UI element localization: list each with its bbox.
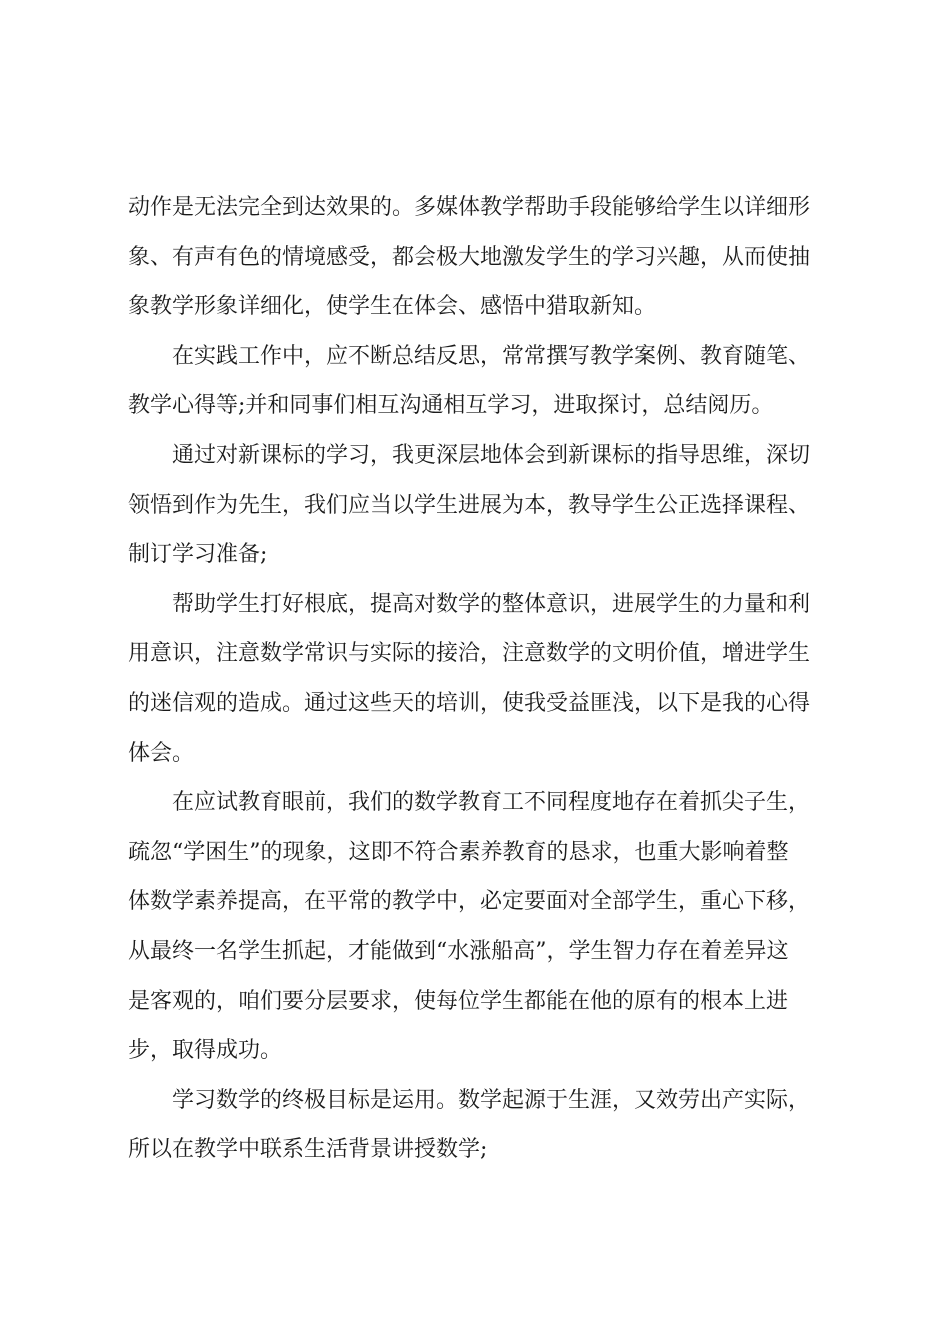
- text-line: 所以在教学中联系生活背景讲授数学;: [128, 1137, 488, 1163]
- text-line: 从最终一名学生抓起，才能做到“水涨船高”，学生智力存在着差异这: [128, 938, 789, 964]
- text-line: 教学心得等;并和同事们相互沟通相互学习，进取探讨，总结阅历。: [128, 393, 774, 419]
- text-line: 体数学素养提高，在平常的教学中，必定要面对全部学生，重心下移，: [128, 889, 811, 915]
- text-line: 疏忽“学困生”的现象，这即不符合素养教育的恳求，也重大影响着整: [128, 839, 789, 865]
- paragraph-first-line: 帮助学生打好根底，提高对数学的整体意识，进展学生的力量和利: [172, 591, 811, 617]
- text-line: 步，取得成功。: [128, 1038, 283, 1064]
- text-line: 象教学形象详细化，使学生在体会、感悟中猎取新知。: [128, 294, 657, 320]
- text-line: 体会。: [128, 740, 195, 766]
- paragraph-first-line: 在实践工作中，应不断总结反思，常常撰写教学案例、教育随笔、: [172, 343, 811, 369]
- paragraph-first-line: 通过对新课标的学习，我更深层地体会到新课标的指导思维，深切: [172, 442, 811, 468]
- body-text: [128, 183, 838, 1175]
- text-line: 制订学习准备;: [128, 542, 268, 568]
- paragraph-first-line: 在应试教育眼前，我们的数学教育工不同程度地存在着抓尖子生，: [172, 790, 811, 816]
- text-line: 是客观的，咱们要分层要求，使每位学生都能在他的原有的根本上进: [128, 988, 789, 1014]
- text-line: 领悟到作为先生，我们应当以学生进展为本，教导学生公正选择课程、: [128, 492, 811, 518]
- paragraph-first-line: 学习数学的终极目标是运用。数学起源于生涯，又效劳出产实际，: [172, 1087, 811, 1113]
- text-line: 象、有声有色的情境感受，都会极大地激发学生的学习兴趣，从而使抽: [128, 244, 811, 270]
- text-line: 的迷信观的造成。通过这些天的培训，使我受益匪浅，以下是我的心得: [128, 690, 811, 716]
- text-line: 用意识，注意数学常识与实际的接洽，注意数学的文明价值，增进学生: [128, 641, 811, 667]
- text-line: 动作是无法完全到达效果的。多媒体教学帮助手段能够给学生以详细形: [128, 195, 811, 220]
